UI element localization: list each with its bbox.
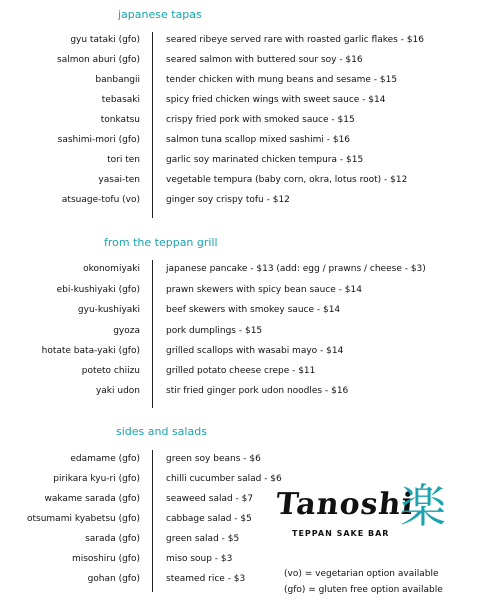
item-description: miso soup - $3 bbox=[166, 554, 233, 564]
item-description: ginger soy crispy tofu - $12 bbox=[166, 195, 290, 205]
item-description: steamed rice - $3 bbox=[166, 574, 246, 584]
item-description: seared ribeye served rare with roasted garlic flakes - $16 bbox=[166, 35, 425, 45]
menu-item bbox=[0, 152, 480, 168]
menu-item bbox=[0, 343, 480, 359]
menu-item bbox=[0, 92, 480, 108]
item-description: chilli cucumber salad - $6 bbox=[166, 474, 282, 484]
item-description: green salad - $5 bbox=[166, 534, 240, 544]
item-description: stir fried ginger pork udon noodles - $16 bbox=[166, 386, 349, 396]
menu-item bbox=[0, 282, 480, 298]
logo-kanji: 楽 bbox=[400, 479, 446, 533]
item-description: crispy fried pork with smoked sauce - $15 bbox=[166, 115, 355, 125]
item-name: otsumami kyabetsu (gfo) bbox=[26, 514, 140, 524]
legend-gluten-free: (gfo) = gluten free option available bbox=[284, 585, 443, 595]
item-description: spicy fried chicken wings with sweet sauce - $14 bbox=[166, 95, 386, 105]
item-description: grilled scallops with wasabi mayo - $14 bbox=[166, 346, 344, 356]
legend-vegetarian: (vo) = vegetarian option available bbox=[284, 569, 439, 579]
item-name: edamame (gfo) bbox=[70, 454, 140, 464]
menu-item bbox=[0, 323, 480, 339]
section-title-teppan-grill: from the teppan grill bbox=[104, 236, 218, 249]
item-name: gyu-kushiyaki bbox=[77, 305, 140, 315]
item-description: prawn skewers with spicy bean sauce - $14 bbox=[166, 285, 362, 295]
item-name: gyu tataki (gfo) bbox=[70, 35, 140, 45]
menu-item bbox=[0, 192, 480, 208]
item-description: salmon tuna scallop mixed sashimi - $16 bbox=[166, 135, 351, 145]
tanoshi-logo bbox=[272, 479, 462, 557]
item-name: banbangii bbox=[95, 75, 140, 85]
item-name: wakame sarada (gfo) bbox=[44, 494, 140, 504]
item-description: cabbage salad - $5 bbox=[166, 514, 252, 524]
menu-item bbox=[0, 302, 480, 318]
menu-item bbox=[0, 72, 480, 88]
item-description: japanese pancake - $13 (add: egg / prawns / cheese - $3) bbox=[166, 264, 426, 274]
item-description: grilled potato cheese crepe - $11 bbox=[166, 366, 316, 376]
item-name: atsuage-tofu (vo) bbox=[61, 195, 140, 205]
item-description: seared salmon with buttered sour soy - $16 bbox=[166, 55, 363, 65]
logo-subtitle: TEPPAN SAKE BAR bbox=[292, 529, 390, 538]
item-name: yaki udon bbox=[95, 386, 140, 396]
menu-item bbox=[0, 383, 480, 399]
menu-item bbox=[0, 112, 480, 128]
item-name: pirikara kyu-ri (gfo) bbox=[53, 474, 140, 484]
item-name: sarada (gfo) bbox=[85, 534, 140, 544]
item-name: poteto chiizu bbox=[81, 366, 140, 376]
item-name: okonomiyaki bbox=[83, 264, 140, 274]
item-description: vegetable tempura (baby corn, okra, lotus root) - $12 bbox=[166, 175, 408, 185]
item-name: tori ten bbox=[107, 155, 140, 165]
item-name: salmon aburi (gfo) bbox=[57, 55, 140, 65]
item-description: tender chicken with mung beans and sesame - $15 bbox=[166, 75, 398, 85]
menu-item bbox=[0, 132, 480, 148]
item-name: tebasaki bbox=[101, 95, 140, 105]
menu-item bbox=[0, 451, 480, 467]
section-title-sides-salads: sides and salads bbox=[116, 425, 207, 438]
menu-item bbox=[0, 32, 480, 48]
menu-item bbox=[0, 261, 480, 277]
item-name: ebi-kushiyaki (gfo) bbox=[56, 285, 140, 295]
item-description: garlic soy marinated chicken tempura - $15 bbox=[166, 155, 364, 165]
menu-item bbox=[0, 172, 480, 188]
item-name: gyoza bbox=[113, 326, 140, 336]
item-description: beef skewers with smokey sauce - $14 bbox=[166, 305, 341, 315]
item-description: green soy beans - $6 bbox=[166, 454, 261, 464]
item-description: seaweed salad - $7 bbox=[166, 494, 254, 504]
item-name: yasai-ten bbox=[98, 175, 140, 185]
logo-wordmark: Tanoshi bbox=[274, 487, 416, 522]
item-name: hotate bata-yaki (gfo) bbox=[41, 346, 140, 356]
item-description: pork dumplings - $15 bbox=[166, 326, 263, 336]
item-name: tonkatsu bbox=[100, 115, 140, 125]
item-name: sashimi-mori (gfo) bbox=[57, 135, 140, 145]
menu-item bbox=[0, 52, 480, 68]
menu-item bbox=[0, 363, 480, 379]
section-title-japanese-tapas: japanese tapas bbox=[118, 8, 202, 21]
item-name: gohan (gfo) bbox=[87, 574, 140, 584]
item-name: misoshiru (gfo) bbox=[71, 554, 140, 564]
